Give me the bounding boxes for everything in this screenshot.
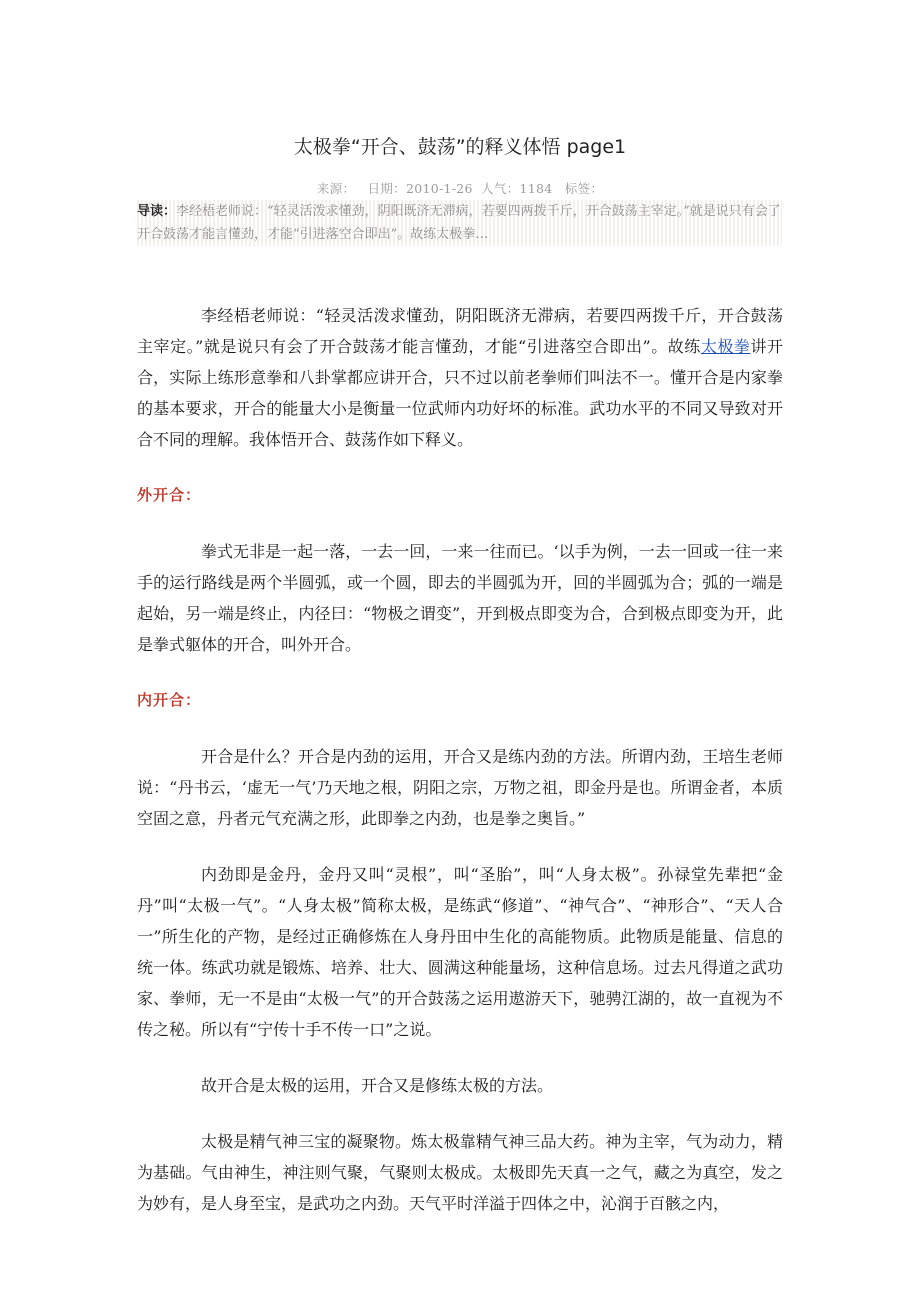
- summary-lead: 导读：: [137, 204, 177, 219]
- taiji-link[interactable]: 太极拳: [700, 337, 751, 356]
- page-title: 太极拳“开合、鼓荡”的释义体悟 page1: [293, 136, 627, 158]
- intro-text-before: 李经梧老师说：“轻灵活泼求懂劲，阴阳既济无滞病，若要四两拨千斤，开合鼓荡主宰定。”就是说只有会了开合鼓荡才能言懂劲，才能“引进落空合即出”。故练: [137, 306, 783, 356]
- inner-paragraph-4: 太极是精气神三宝的凝聚物。炼太极靠精气神三品大药。神为主宰，气为动力，精为基础。气由神生，神注则气聚，气聚则太极成。太极即先天真一之气，藏之为真空，发之为妙有，是人身至宝，是武功之内劲。天气平时洋溢于四体之中，沁润于百骸之内，: [137, 1132, 783, 1213]
- outer-paragraph: 拳式无非是一起一落，一去一回，一来一往而已。‘以手为例，一去一回或一往一来手的运行路线是两个半圆弧，或一个圆，即去的半圆弧为开，回的半圆弧为合；弧的一端是起始，另一端是终止，内径曰：“物极之谓变”，开到极点即变为合，合到极点即变为开，此是拳式躯体的开合，叫外开合。: [137, 542, 783, 654]
- views-group: [481, 181, 552, 196]
- outer-heading: 外开合：: [137, 486, 202, 504]
- inner-heading: 内开合：: [137, 691, 202, 709]
- views-value: 1184: [519, 181, 553, 196]
- article-summary: [137, 200, 782, 246]
- date-label: 日期：: [367, 181, 406, 196]
- inner-paragraph-2: 内劲即是金丹，金丹又叫“灵根”，叫“圣胎”，叫“人身太极”。孙禄堂先辈把“金丹”叫“太极一气”。“人身太极”简称太极，是练武“修道”、“神气合”、“神形合”、“天人合一”所生化的产物，是经过正确修炼在人身丹田中生化的高能物质。此物质是能量、信息的统一体。练武功就是锻炼、培养、壮大、圆满这种能量场，这种信息场。过去凡得道之武功家、拳师，无一不是由“太极一气”的开合鼓荡之运用遨游天下，驰骋江湖的，故一直视为不传之秘。所以有“宁传十手不传一口”之说。: [137, 865, 783, 1039]
- intro-text-after: 讲开合，实际上练形意拳和八卦掌都应讲开合，只不过以前老拳师们叫法不一。懂开合是内家拳的基本要求，开合的能量大小是衡量一位武师内功好坏的标准。武功水平的不同又导致对开合不同的理解。我体悟开合、鼓荡作如下释义。: [137, 337, 783, 449]
- article-body: [137, 300, 783, 1244]
- source-label: 来源：: [316, 181, 356, 196]
- inner-paragraph-3: 故开合是太极的运用，开合又是修练太极的方法。: [201, 1076, 554, 1095]
- views-label: 人气：: [481, 181, 520, 196]
- summary-text: 李经梧老师说：“轻灵活泼求懂劲，阴阳既济无滞病，若要四两拨千斤，开合鼓荡主宰定。”就是说只有会了开合鼓荡才能言懂劲，才能“引进落空合即出”。故练太极拳…: [137, 204, 781, 242]
- tags-label: 标签：: [564, 181, 604, 196]
- article-meta: [0, 179, 920, 197]
- date-group: [368, 181, 473, 196]
- date-value: 2010-1-26: [405, 181, 473, 196]
- intro-paragraph: [137, 300, 783, 455]
- inner-paragraph-1: 开合是什么？开合是内劲的运用，开合又是练内劲的方法。所谓内劲，王培生老师说：“丹书云，‘虚无一气’乃天地之根，阴阳之宗，万物之祖，即金丹是也。所谓金者，本质空固之意，丹者元气充满之形，此即拳之内劲，也是拳之奥旨。”: [137, 747, 783, 828]
